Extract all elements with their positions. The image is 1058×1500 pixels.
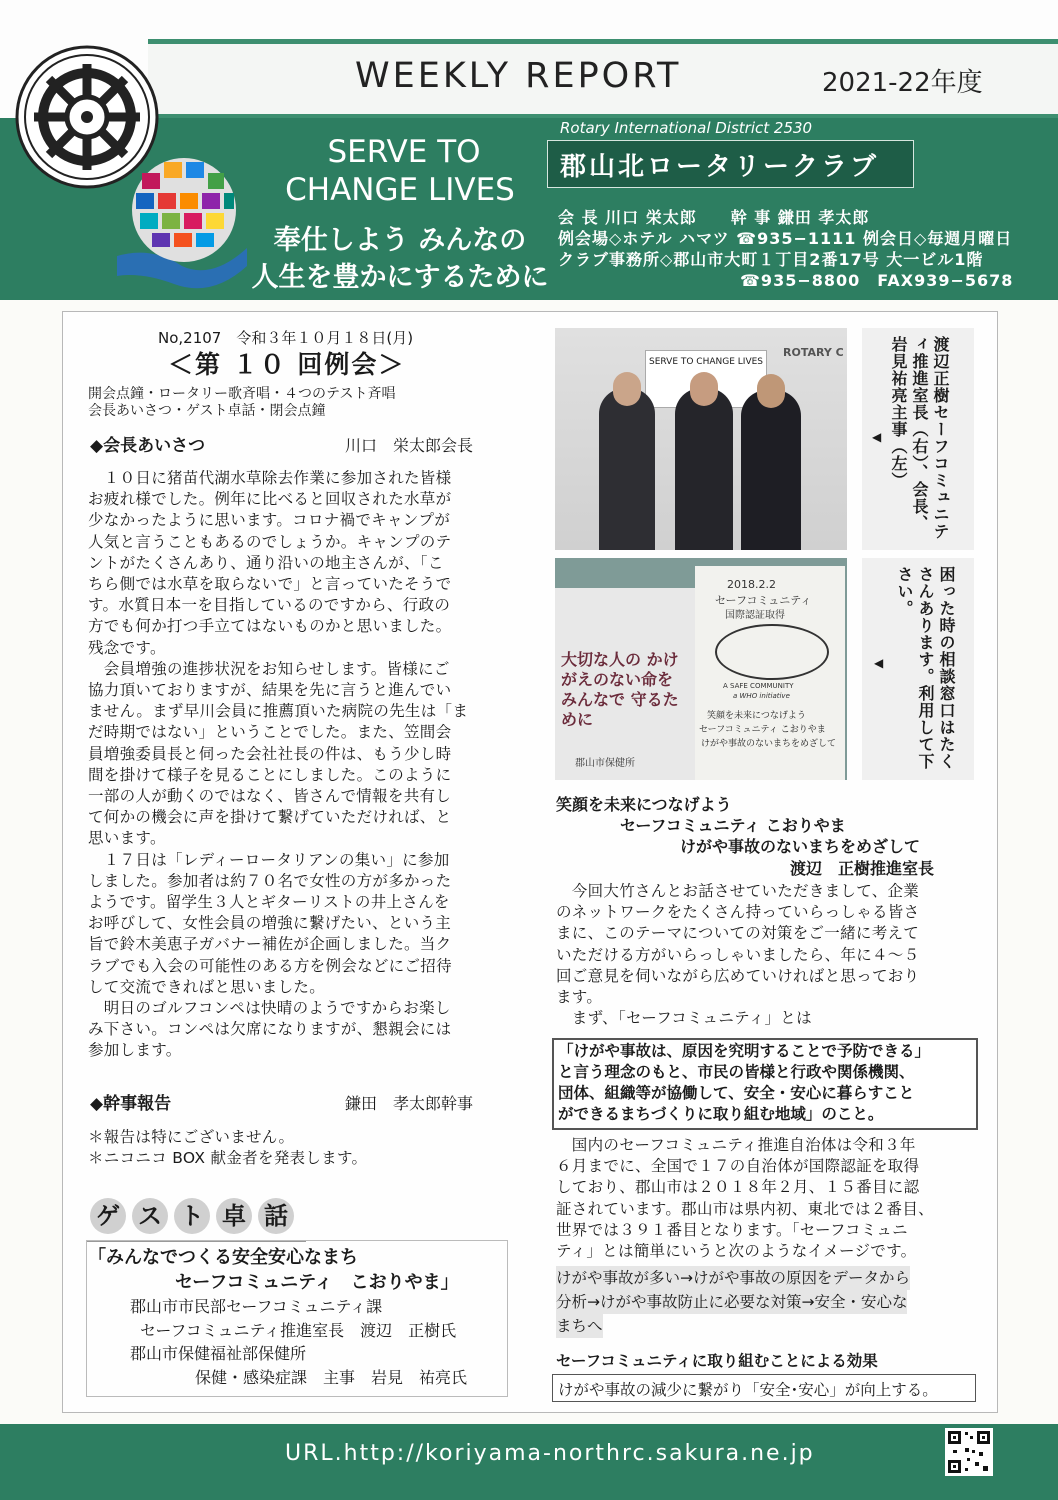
guest-topic-line1: 「みんなでつくる安全安心なまち (88, 1247, 358, 1268)
text-line: 人気と言うこともあるのでしょうか。キャンプのテ (88, 532, 452, 551)
guest-label-char: 話 (258, 1198, 294, 1234)
poster-community: A SAFE COMMUNITY (723, 682, 794, 690)
text-line: 回ご意見を伺いながら広めていければと思っており (556, 966, 920, 985)
photo-caption-2: 困った時の相談窓口はたくさんあります。利用して下さい。 (895, 566, 956, 770)
photo-banner: SERVE TO CHANGE LIVES (645, 350, 767, 408)
photo-caption-1: 渡辺正樹セーフコミュニティ推進室長（右）、会長、岩見祐亮主事（左） (889, 336, 950, 540)
slogan-jp-line1: 奉仕しよう みんなの (273, 225, 527, 256)
text-line: 会員増強の進捗状況をお知らせします。皆様にご (88, 659, 450, 678)
guest-talk-label (86, 1194, 306, 1242)
president-greeting-body (88, 468, 508, 1062)
president-greeting-heading: ◆会長あいさつ (90, 436, 206, 456)
guest-label-char: ス (132, 1198, 168, 1234)
photo-speakers (555, 328, 847, 550)
text-line: １０日に猪苗代湖水草除去作業に参加された皆様 (88, 469, 452, 487)
poster-slogan2: セーフコミュニティ こおりやま (699, 725, 826, 735)
article-author: 渡辺 正樹推進室長 (790, 859, 935, 878)
office-address-info: クラブ事務所◇郡山市大町１丁目2番17号 大一ビル1階 (558, 250, 984, 269)
text-line: 今回大竹さんとお話させていただきまして、企業 (556, 882, 920, 900)
text-line: 国内のセーフコミュニティ推進自治体は令和３年 (556, 1136, 916, 1154)
text-line: しました。参加者は約７０名で女性の方が多かった (88, 871, 452, 890)
article-intro (556, 881, 976, 1029)
person-right (741, 390, 801, 550)
district-label: Rotary International District 2530 (560, 119, 813, 137)
report-year: 2021-22年度 (822, 68, 983, 98)
text-line: て何かの機会に声を掛けて繋げていただければ、と (88, 808, 452, 827)
text-line: だ時期ではない」ということでした。また、笠間会 (88, 723, 452, 742)
guest-label-char: 卓 (216, 1198, 252, 1234)
office-phone-info: ☎935−8800 FAX939−5678 (740, 271, 1014, 290)
serve-globe-logo-icon (112, 148, 252, 293)
guest-speaker-line1: 郡山市市民部セーフコミュニティ課 (130, 1297, 383, 1316)
slogan-en-line1: SERVE TO (327, 134, 481, 170)
effect-text: けがや事故の減少に繋がり「安全･安心」が向上する。 (558, 1381, 938, 1399)
person-left-head (613, 372, 641, 406)
meeting-title: ＜第 １０ 回例会＞ (168, 350, 406, 379)
text-line: ます。 (556, 988, 603, 1007)
text-line: ちら側では水草を取らないで」と言っていたそうで (88, 575, 452, 594)
text-line: 協力頂いておりますが、結果を先に言うと進んでい (88, 681, 452, 700)
poster-office: 郡山市保健所 (575, 758, 635, 769)
guest-label-char: ゲ (90, 1198, 126, 1234)
person-left (599, 388, 655, 550)
text-line: 明日のゴルフコンペは快晴のようですからお楽し (88, 999, 451, 1018)
poster-who: a WHO initiative (733, 692, 790, 700)
flow-line: けがや事故が多い→けがや事故の原因をデータから (556, 1266, 910, 1290)
secretary-report-line1: ＊報告は特にございません。 (88, 1128, 295, 1146)
person-center-head (690, 372, 718, 406)
poster-slogan1: 笑顔を未来につなげよう (707, 711, 806, 721)
text-line: ６月までに、全国で１７の自治体が国際認証を取得 (556, 1157, 920, 1176)
text-line: お疲れ様でした。例年に比べると回収された水草が (88, 490, 452, 509)
text-line: 間を掛けて様子を見ることにしました。このように (88, 765, 452, 784)
text-line: お呼びして、女性会員の増強に繋げたい、という主 (88, 914, 452, 933)
effect-heading: セーフコミュニティに取り組むことによる効果 (556, 1352, 878, 1370)
text-line: 残念です。 (88, 638, 166, 657)
safe-community-emblem-icon (715, 624, 829, 680)
secretary-name: 鎌田 孝太郎幹事 (345, 1094, 474, 1113)
secretary-report-heading: ◆幹事報告 (90, 1094, 172, 1114)
text-line: ントがたくさんあり、通り沿いの地主さんが、「こ (88, 553, 444, 572)
text-line: 思います。 (88, 829, 166, 848)
poster-big-text: 大切な人の かけがえのない命を みんなで 守るために (561, 650, 679, 729)
text-line: ラブでも入会の可能性のある方を例会などにご招待 (88, 956, 452, 975)
text-line: 少なかったように思います。コロナ禍でキャンプが (88, 511, 451, 530)
flow-text (556, 1266, 976, 1338)
guest-topic-line2: セーフコミュニティ こおりやま」 (175, 1272, 459, 1293)
text-line: 「けがや事故は、原因を究明することで予防できる」 (558, 1042, 931, 1060)
article-heading-line2: セーフコミュニティ こおりやま (620, 816, 846, 835)
club-website-link[interactable]: URL.http://koriyama-northrc.sakura.ne.jp (285, 1441, 815, 1466)
meeting-program-line2: 会長あいさつ・ゲスト卓話・閉会点鐘 (88, 403, 326, 419)
photo-safe-community-poster (555, 558, 847, 780)
text-line: ティ」とは簡単にいうと次のようなイメージです。 (556, 1242, 917, 1261)
photo-banner-text: ROTARY C (783, 346, 844, 359)
meeting-number-date: No,2107 令和３年１０月１８日(月) (158, 329, 414, 347)
text-line: と言う理念のもと、市民の皆様と行政や関係機関、 (558, 1063, 915, 1081)
text-line: 参加します。 (88, 1041, 182, 1060)
caption-arrow-icon: ◀ (872, 430, 882, 444)
text-line: いただける方がいらっしゃいましたら、年に４～５ (556, 945, 920, 964)
poster-date: 2018.2.2 (727, 578, 776, 591)
text-line: ません。まず早川会員に推薦頂いた病院の先生は「ま (88, 702, 469, 721)
qr-code-icon[interactable] (945, 1428, 993, 1476)
slogan-en-line2: CHANGE LIVES (285, 172, 515, 208)
guest-speaker-line4: 保健・感染症課 主事 岩見 祐亮氏 (195, 1368, 468, 1387)
text-line: ができるまちづくりに取り組む地域」のこと。 (558, 1105, 884, 1123)
text-line: 員増強委員長と伺った会社社長の件は、もう少し時 (88, 744, 452, 763)
person-center (675, 388, 733, 550)
caption-arrow-icon: ◀ (874, 656, 884, 670)
president-name: 川口 栄太郎会長 (345, 436, 474, 455)
guest-speaker-line2: セーフコミュニティ推進室長 渡辺 正樹氏 (140, 1321, 457, 1340)
text-line: のネットワークをたくさん持っていらっしゃる皆さ (556, 903, 920, 922)
secretary-report-line2: ＊ニコニコ BOX 献金者を発表します。 (88, 1149, 368, 1167)
officers-info: 会 長 川口 栄太郎 幹 事 鎌田 孝太郎 (558, 208, 870, 227)
text-line: 旨で鈴木美恵子ガバナー補佐が企画しました。当ク (88, 935, 452, 954)
slogan-jp-line2: 人生を豊かにするために (251, 262, 549, 293)
definition-text (558, 1041, 974, 1125)
text-line: す。水質日本一を目指しているのですから、行政の (88, 596, 451, 615)
text-line: まに、このテーマについての対策をご一緒に考えて (556, 924, 920, 943)
meeting-place-info: 例会場◇ホテル ハマツ ☎935−1111 例会日◇毎週月曜日 (558, 229, 1013, 248)
flow-line: 分析→けがや事故防止に必要な対策→安全・安心な (556, 1290, 907, 1314)
meeting-program-line1: 開会点鐘・ロータリー歌斉唱・４つのテスト斉唱 (88, 386, 396, 402)
guest-speaker-line3: 郡山市保健福祉部保健所 (130, 1344, 307, 1363)
text-line: 証されています。郡山市は県内初、東北では２番目、 (556, 1199, 934, 1218)
text-line: 方でも何か打つ手立てはないものかと思いました。 (88, 617, 452, 636)
report-title: WEEKLY REPORT (355, 56, 682, 96)
text-line: 世界では３９１番目となります。「セーフコミュニ (556, 1220, 908, 1239)
person-right-head (757, 374, 785, 408)
poster-line2: 国際認証取得 (725, 610, 785, 621)
article-heading-line3: けがや事故のないまちをめざして (680, 837, 921, 856)
text-line: み下さい。コンペは欠席になりますが、懇親会には (88, 1020, 452, 1039)
text-line: して交流できればと思いました。 (88, 977, 326, 996)
poster-slogan3: けがや事故のないまちをめざして (701, 739, 837, 749)
text-line: 団体、組織等が協働して、安全・安心に暮らすこと (558, 1084, 915, 1102)
text-line: ようです。留学生３人とギターリストの井上さんを (88, 893, 450, 912)
article-body (556, 1135, 976, 1262)
flow-line: まちへ (556, 1314, 603, 1338)
poster-line1: セーフコミュニティ (715, 594, 812, 607)
text-line: 一部の人が動くのではなく、皆さんで情報を共有し (88, 787, 452, 806)
club-name: 郡山北ロータリークラブ (560, 152, 880, 182)
text-line: まず、「セーフコミュニティ」とは (556, 1009, 812, 1028)
guest-label-char: ト (174, 1198, 210, 1234)
text-line: １７日は「レディーロータリアンの集い」に参加 (88, 850, 450, 869)
article-heading-line1: 笑顔を未来につなげよう (556, 795, 732, 814)
text-line: しており、郡山市は２０１８年２月、１５番目に認 (556, 1178, 920, 1197)
